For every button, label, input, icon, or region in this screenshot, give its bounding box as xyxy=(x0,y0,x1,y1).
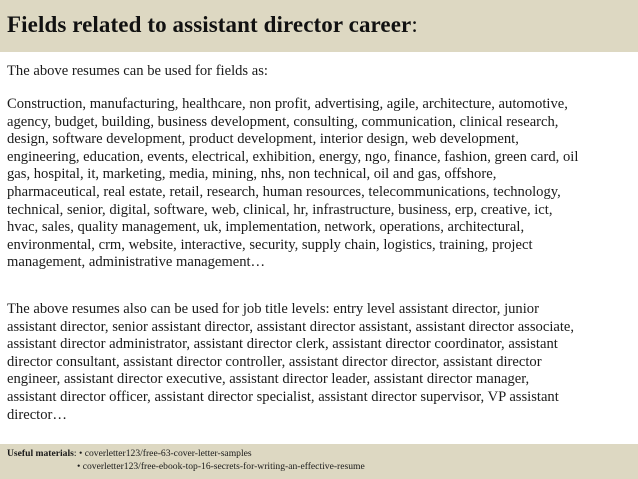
job-levels-paragraph xyxy=(7,301,631,424)
fields-line: agency, budget, building, business development, consulting, communication, clinical research, xyxy=(7,113,559,130)
fields-line: pharmaceutical, real estate, retail, research, human resources, telecommunications, technology, xyxy=(7,183,561,200)
fields-line: management, administrative management… xyxy=(7,254,266,271)
job-levels-line: assistant director, senior assistant director, assistant director assistant, assistant director associate, xyxy=(7,318,575,335)
fields-line: engineering, education, events, electrical, exhibition, energy, ngo, finance, fashion, green card, oil xyxy=(7,148,579,165)
job-levels-line: assistant director officer, assistant director specialist, assistant director supervisor, VP assistant xyxy=(7,388,559,405)
fields-line: gas, hospital, it, marketing, media, mining, nhs, non technical, oil and gas, offshore, xyxy=(7,166,497,183)
fields-paragraph xyxy=(7,96,631,272)
fields-line: Construction, manufacturing, healthcare, non profit, advertising, agile, architecture, automotive, xyxy=(7,96,568,112)
fields-line: hvac, sales, quality management, uk, implementation, network, operations, architectural, xyxy=(7,219,525,236)
slide-title-colon: : xyxy=(411,12,418,37)
useful-materials-footer xyxy=(7,448,365,473)
fields-line: design, software development, product development, interior design, web development, xyxy=(7,131,519,148)
job-levels-line: director consultant, assistant director controller, assistant director director, assistant director xyxy=(7,353,542,370)
job-levels-line: director… xyxy=(7,406,67,423)
useful-material-link[interactable]: • coverletter123/free-63-cover-letter-samples xyxy=(78,448,252,459)
footer-row xyxy=(7,448,365,461)
fields-line: technical, senior, digital, software, web, clinical, hr, infrastructure, business, erp, creative, ict, xyxy=(7,201,553,218)
useful-materials-separator: : xyxy=(73,448,77,459)
footer-row xyxy=(7,461,365,474)
useful-materials-label: Useful materials xyxy=(7,448,74,459)
slide-title xyxy=(7,12,418,38)
useful-material-link[interactable]: • coverletter123/free-ebook-top-16-secrets-for-writing-an-effective-resume xyxy=(77,460,365,472)
job-levels-line: The above resumes also can be used for job title levels: entry level assistant director, junior xyxy=(7,301,539,317)
job-levels-line: engineer, assistant director executive, assistant director leader, assistant director manager, xyxy=(7,371,530,388)
fields-line: environmental, crm, website, interactive, security, supply chain, logistics, training, project xyxy=(7,236,533,253)
job-levels-line: assistant director administrator, assistant director clerk, assistant director coordinator, assistant xyxy=(7,336,558,353)
intro-text: The above resumes can be used for fields as: xyxy=(7,63,268,79)
slide-title-text: Fields related to assistant director career xyxy=(7,12,412,37)
